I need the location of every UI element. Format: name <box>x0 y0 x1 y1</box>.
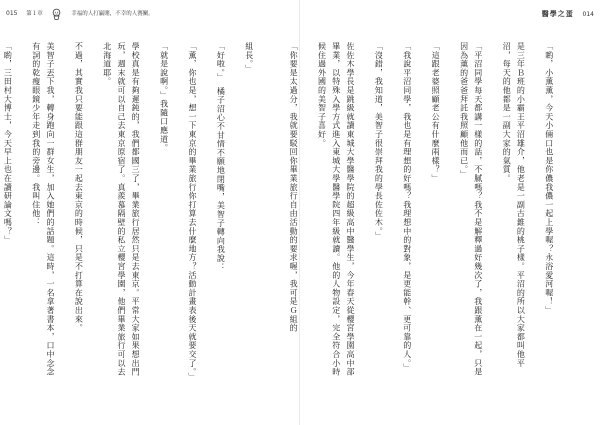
paragraph: 佐佐木學長是跳級就讀東城大學醫學院的超級高中醫學生，今年春天從櫻宮學園高中部畢業，以特殊入學方式進入東城大學醫學院四年級就讀。他的人物設定，完全符合小時候住過外國的美智子喜好。 <box>317 42 355 377</box>
right-page-header <box>535 7 594 21</box>
right-page-body <box>289 42 570 382</box>
paragraph: 不過，其實我只要能跟這群朋友一起去東京的時候，只是不打算在說出來。 <box>74 42 84 333</box>
mascot-icon <box>51 8 62 20</box>
book-title: 醫學之蛋 <box>541 10 574 18</box>
paragraph: 學校真是有夠遲鈍的，我們都國三了，畢業旅行居然只是去東京。平常大家如果想出門玩，週末就可以自己去東京原宿了。真羨慕隔壁的私立櫻宮學園，他們畢業旅行可以去北海道耶。 <box>102 42 141 377</box>
left-page-body <box>3 42 270 382</box>
paragraph: 美智子丟下我，轉身跑向一群女生，加入她們的話題。這時，一名拿著書本，口中念念有詞的乾瘦眼鏡少年走到我的旁邊。我叫住他： <box>31 42 55 377</box>
paragraph: 「喲，小薰薰，今天小倆口也是你儂我儂一起上學喔？永浴愛河喔！」 <box>544 42 554 315</box>
chapter-label: 第１章 <box>26 11 43 17</box>
paragraph: 組長。」 <box>244 42 254 74</box>
paragraph: 「好啦。」 橘子沼心不甘情不願地閉嘴，美智子轉向我說： <box>216 42 226 272</box>
paragraph: 「平沼同學每天都講一樣的話，不膩嗎？我不是解釋過好幾次了，我跟薰在一起，只是因為薰的爸爸拜託我照顧他而已。」 <box>459 42 483 377</box>
right-page-number: 014 <box>582 11 594 18</box>
paragraph: 「沒錯，我知道，美智子很崇拜我的學長佐佐木。」 <box>374 42 384 241</box>
paragraph: 「這跟老婆照顧老公有什麼兩樣？」 <box>431 42 441 183</box>
left-page-header <box>6 7 161 21</box>
paragraph: 「薰，你也是，想一下東京的畢業旅行你打算去什麼地方？活動計畫表後天就要交了。」 <box>187 42 197 382</box>
paragraph: 是三年Ｂ班的小霸王平沼雄介，他老是一副古錐的桃子樣。平沼的所以大家都叫他平沼，每天的他都是一副大家的氣質。 <box>502 42 526 368</box>
chapter-title: 幸福的人打贏賭，不幸的人賽關。 <box>71 11 154 17</box>
paragraph: 「就是說啊。」我隨口應道。 <box>159 42 169 153</box>
paragraph: 「我說平沼同學，我也是有理想的好嗎？我理想中的對象，是更能幹、更可靠的人。」 <box>402 42 412 373</box>
paragraph: 「你要是太過分，我就要駁回你畢業旅行自由活動的要求喔，我可是Ｇ組的 <box>289 42 299 333</box>
right-page <box>289 0 600 425</box>
paragraph: 「喲，三田村大博士，今天早上也在讀研論文嗎？」 <box>3 42 13 245</box>
left-page-number: 015 <box>6 10 18 17</box>
